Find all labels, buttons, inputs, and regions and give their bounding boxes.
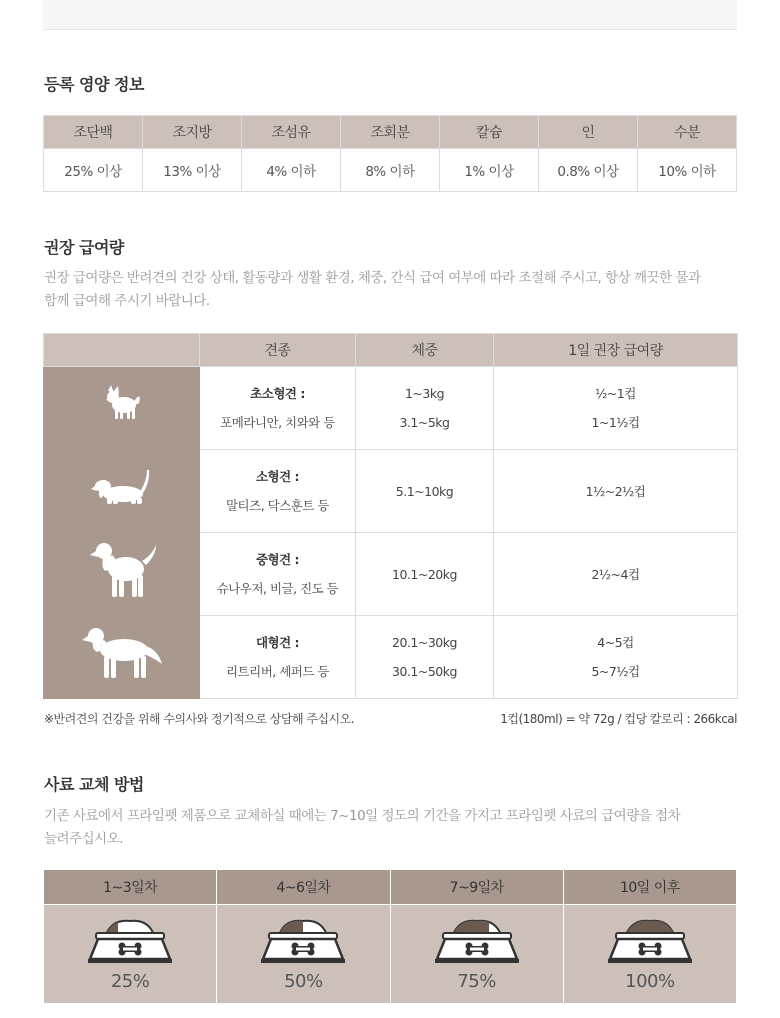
weight-value: 3.1~5kg (399, 415, 450, 430)
stage-percent: 25% (110, 970, 150, 992)
nutrition-value: 4% 이하 (242, 149, 341, 192)
nutrition-value: 10% 이하 (638, 149, 737, 192)
nutrition-value: 13% 이상 (143, 149, 242, 192)
transition-header-row (44, 870, 737, 904)
stage-percent: 75% (457, 970, 496, 992)
amount-cell (494, 616, 738, 699)
nutrition-value-row (44, 149, 737, 192)
bowl-base (88, 959, 172, 963)
weight-value: 5.1~10kg (395, 483, 454, 499)
transition-description (44, 805, 744, 851)
amount-value: 5~7½컵 (591, 664, 640, 679)
stage-percent: 50% (284, 970, 323, 992)
dog-image-cell (44, 533, 200, 616)
stage-cell (563, 904, 736, 1003)
dog-examples: 리트리버, 셰퍼드 등 (225, 664, 330, 679)
weight-cell (356, 367, 494, 450)
food-bowl-icon (602, 915, 698, 965)
nutrition-table (43, 115, 737, 192)
amount-value: 1~1½컵 (591, 415, 640, 430)
chihuahua-icon (92, 373, 152, 433)
weight-cell (356, 533, 494, 616)
dog-examples: 포메라니안, 치와와 등 (220, 415, 335, 430)
nutrition-value: 8% 이하 (341, 149, 440, 192)
bowl-base (608, 959, 692, 963)
stage-cell (217, 904, 390, 1003)
dog-image-cell (44, 616, 200, 699)
nutrition-value: 0.8% 이상 (539, 149, 638, 192)
nutrition-header: 조지방 (143, 116, 242, 149)
dog-type: 소형견 : (255, 469, 300, 484)
transition-desc-line: 늘려주십시오. (44, 831, 124, 847)
table-row (44, 450, 738, 533)
nutrition-header: 조섬유 (242, 116, 341, 149)
amount-cell (494, 450, 738, 533)
spaniel-icon (86, 533, 158, 605)
nutrition-value: 1% 이상 (440, 149, 539, 192)
nutrition-header: 조단백 (44, 116, 143, 149)
table-row (44, 616, 738, 699)
food-bowl-icon (82, 915, 178, 965)
vet-note: ※반려견의 건강을 위해 수의사와 정기적으로 상담해 주십시오. (44, 712, 355, 726)
amount-cell (494, 367, 738, 450)
dog-type-cell (200, 367, 356, 450)
nutrition-header: 조회분 (341, 116, 440, 149)
dog-image-cell (44, 450, 200, 533)
dog-type: 대형견 : (255, 635, 300, 650)
feeding-header: 1일 권장 급여량 (494, 334, 738, 367)
feeding-header: 체중 (356, 334, 494, 367)
weight-value: 20.1~30kg (392, 635, 457, 650)
feeding-desc-line: 함께 급여해 주시기 바랍니다. (44, 293, 210, 309)
weight-value: 30.1~50kg (392, 664, 457, 679)
dog-type-cell (200, 450, 356, 533)
feeding-description (44, 267, 744, 313)
food-bowl-icon (429, 915, 525, 965)
food-bowl-icon (255, 915, 351, 965)
weight-cell (356, 616, 494, 699)
nutrition-header-row (44, 116, 737, 149)
cup-calorie-note: 1컵(180ml) = 약 72g / 컵당 칼로리 : 266kcal (500, 712, 737, 726)
transition-value-row (44, 904, 737, 1003)
dog-examples: 슈나우저, 비글, 진도 등 (216, 581, 339, 596)
amount-value: 1½~2½컵 (585, 483, 646, 499)
dog-type-cell (200, 533, 356, 616)
dog-image-cell (44, 367, 200, 450)
bowl-base (435, 959, 519, 963)
weight-value: 1~3kg (404, 386, 445, 401)
nutrition-header: 수분 (638, 116, 737, 149)
stage-label: 7~9일차 (390, 870, 563, 904)
dog-type: 중형견 : (255, 552, 300, 567)
weight-cell (356, 450, 494, 533)
feeding-header-row (44, 334, 738, 367)
amount-cell (494, 533, 738, 616)
basset-hound-icon (87, 456, 157, 516)
stage-label: 10일 이후 (563, 870, 736, 904)
transition-title: 사료 교체 방법 (44, 775, 144, 794)
feeding-desc-line: 권장 급여량은 반려견의 건강 상태, 활동량과 생활 환경, 체중, 간식 급여 여부에 따라 조절해 주시고, 항상 깨끗한 물과 (44, 270, 701, 286)
retriever-icon (80, 620, 164, 684)
nutrition-value: 25% 이상 (44, 149, 143, 192)
stage-percent: 100% (625, 970, 675, 992)
feeding-title: 권장 급여량 (44, 238, 124, 257)
stage-label: 1~3일차 (44, 870, 217, 904)
feeding-table (43, 333, 738, 699)
amount-value: 2½~4컵 (591, 566, 640, 582)
dog-type-cell (200, 616, 356, 699)
table-row (44, 533, 738, 616)
nutrition-title: 등록 영양 정보 (44, 75, 144, 94)
stage-cell (44, 904, 217, 1003)
feeding-header: 견종 (200, 334, 356, 367)
transition-table (43, 870, 737, 1003)
nutrition-header: 칼슘 (440, 116, 539, 149)
bowl-base (261, 959, 345, 963)
table-row (44, 367, 738, 450)
feeding-header-blank (44, 334, 200, 367)
dog-type: 초소형견 : (250, 386, 305, 401)
weight-value: 10.1~20kg (392, 566, 457, 582)
previous-section-box (43, 0, 737, 30)
nutrition-header: 인 (539, 116, 638, 149)
dog-examples: 말티즈, 닥스훈트 등 (225, 498, 330, 513)
stage-cell (390, 904, 563, 1003)
stage-label: 4~6일차 (217, 870, 390, 904)
amount-value: ½~1컵 (595, 386, 636, 401)
amount-value: 4~5컵 (597, 635, 634, 650)
transition-desc-line: 기존 사료에서 프라임펫 제품으로 교체하실 때에는 7~10일 정도의 기간을 가지고 프라임펫 사료의 급여량을 점차 (44, 808, 681, 824)
